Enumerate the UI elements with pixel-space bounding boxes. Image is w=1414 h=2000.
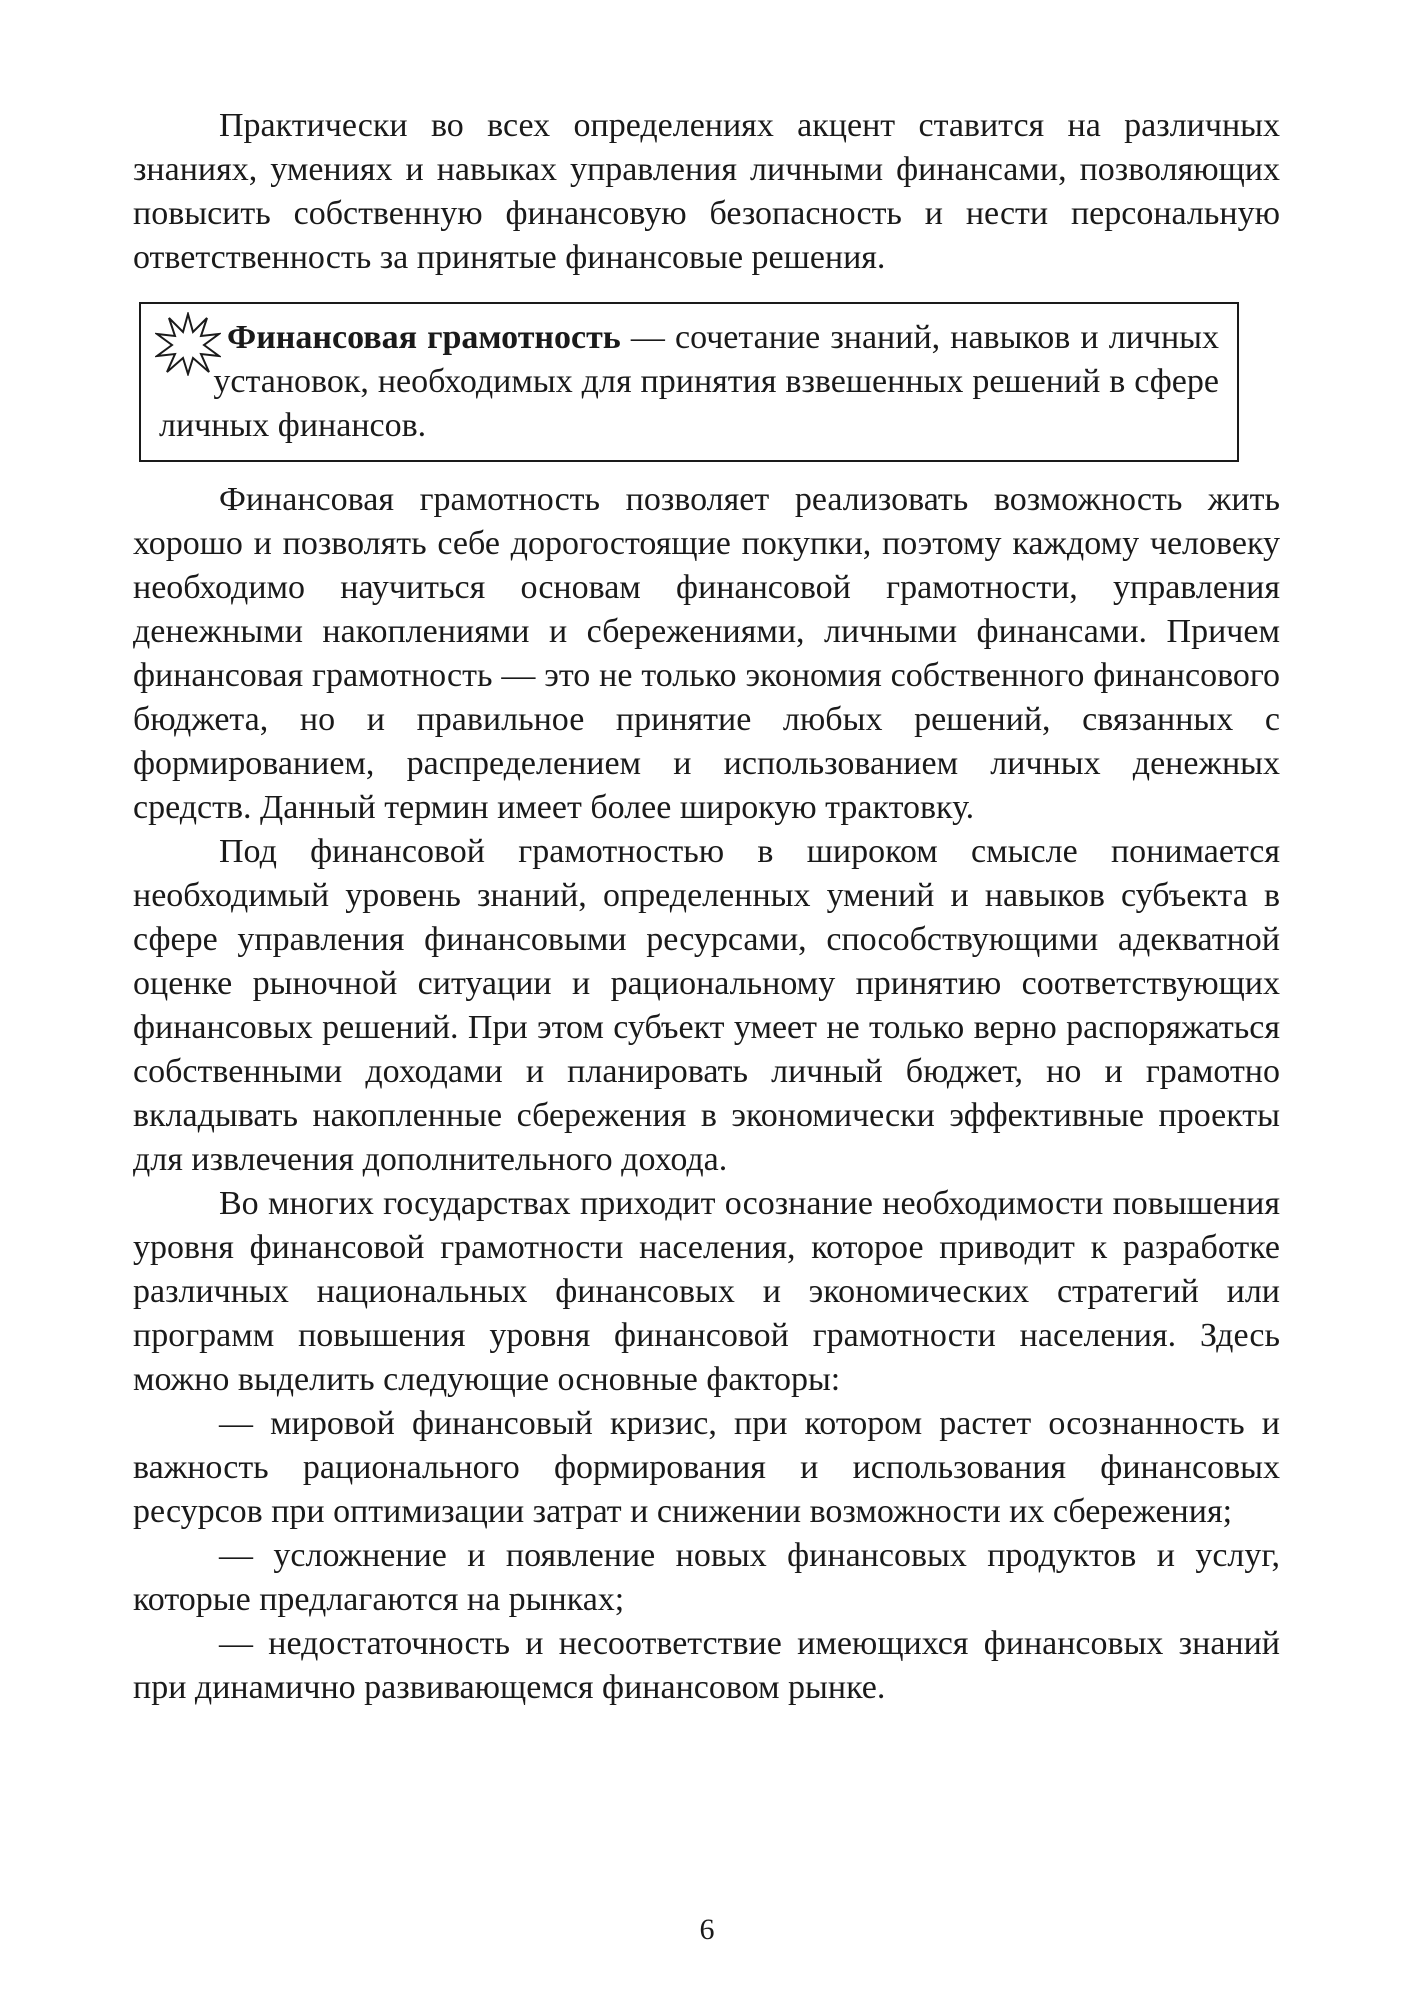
paragraph-2: Финансовая грамотность позволяет реализовать возможность жить хорошо и позволять себе дорогостоящие покупки, поэтому каждому человеку необходимо научиться основам финансовой грамотности, управления денежными накоплениями и сбережениями, личными финансами. Причем финансовая грамотность — это не только экономия собственного финансового бюджета, но и правильное принятие любых решений, связанных с формированием, распределением и использованием личных денежных средств. Данный термин имеет более широкую трактовку. <box>133 481 1280 826</box>
page-number: 6 <box>699 1913 715 1946</box>
paragraph-4: Во многих государствах приходит осознание необходимости повышения уровня финансовой грамотности населения, которое приводит к разработке различных национальных финансовых и экономических стратегий или программ повышения уровня финансовой грамотности населения. Здесь можно выделить следующие основные факторы: <box>133 1185 1280 1398</box>
definition-text <box>159 316 1219 448</box>
paragraph-3: Под финансовой грамотностью в широком смысле понимается необходимый уровень знаний, определенных умений и навыков субъекта в сфере управления финансовыми ресурсами, способствующими адекватной оценке рыночной ситуации и рациональному принятию соответствующих финансовых решений. При этом субъект умеет не только верно распоряжаться собственными доходами и планировать личный бюджет, но и грамотно вкладывать накопленные сбережения в экономически эффективные проекты для извлечения дополнительного дохода. <box>133 833 1280 1178</box>
burst-icon <box>155 312 221 376</box>
list-item: — недостаточность и несоответствие имеющихся финансовых знаний при динамично развивающемся финансовом рынке. <box>133 1625 1280 1706</box>
paragraph-intro: Практически во всех определениях акцент ставится на различных знаниях, умениях и навыках управления личными финансами, позволяющих повысить собственную финансовую безопасность и нести персональную ответственность за принятые финансовые решения. <box>133 107 1280 276</box>
page-content <box>133 104 1280 1710</box>
definition-term: Финансовая грамотность <box>227 319 621 356</box>
definition-body: — сочетание знаний, навыков и личных установок, необходимых для принятия взвешенных решений в сфере личных финансов. <box>159 319 1219 444</box>
list-item: — мировой финансовый кризис, при котором растет осознанность и важность рационального формирования и использования финансовых ресурсов при оптимизации затрат и снижении возможности их сбережения; <box>133 1405 1280 1530</box>
list-item: — усложнение и появление новых финансовых продуктов и услуг, которые предлагаются на рынках; <box>133 1537 1280 1618</box>
definition-box <box>139 302 1239 462</box>
